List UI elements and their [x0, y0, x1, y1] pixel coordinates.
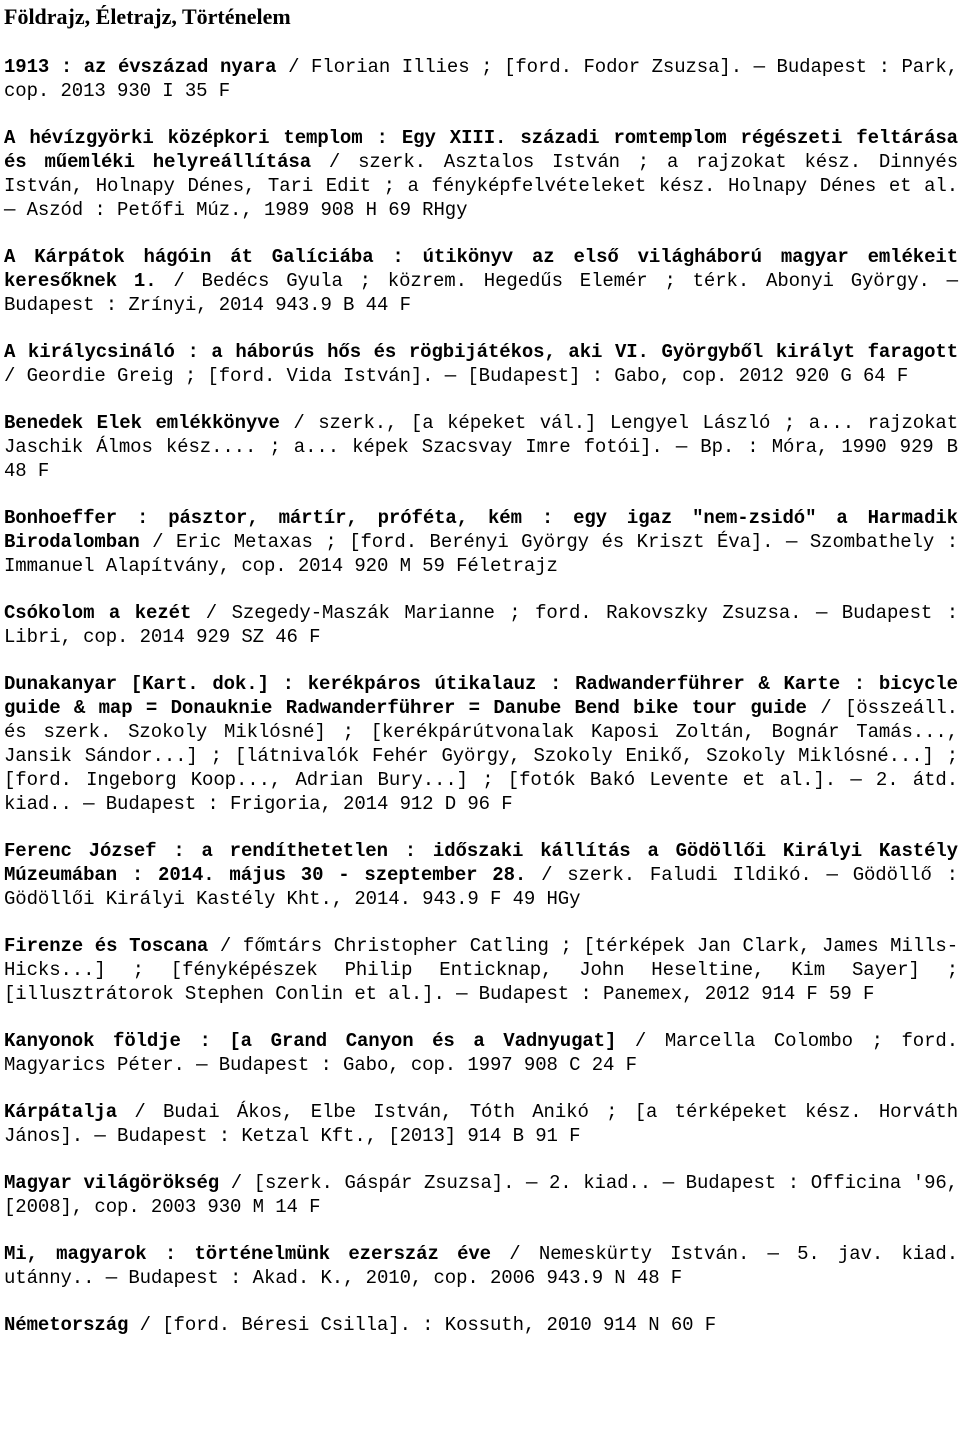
entry-title: A királycsináló : a háborús hős és rögbijátékos, aki VI. Györgyből királyt faragott — [4, 341, 958, 363]
entry-details: / szerk., [a képeket vál.] Lengyel László ; a... rajzokat Jaschik Álmos kész.... ; a... képek Szacsvay Imre fotói]. — Bp. : Móra, 1990 929 B 48 F — [4, 412, 959, 482]
entry-details: / szerk. Faludi Ildikó. — Gödöllő : Gödöllői Királyi Kastély Kht., 2014. 943.9 F 49 HGy — [4, 864, 958, 910]
catalog-entry — [4, 1171, 958, 1219]
entry-details: / Florian Illies ; [ford. Fodor Zsuzsa]. — Budapest : Park, cop. 2013 930 I 35 F — [4, 56, 958, 102]
entry-details: / [ford. Béresi Csilla]. : Kossuth, 2010 914 N 60 F — [128, 1314, 717, 1336]
entry-title: Ferenc József : a rendíthetetlen : időszaki kállítás a Gödöllői Királyi Kastély Múzeumában : 2014. május 30 - szeptember 28. — [4, 840, 958, 886]
entry-title: Benedek Elek emlékkönyve — [4, 412, 280, 434]
entry-details: / Geordie Greig ; [ford. Vida István]. — [Budapest] : Gabo, cop. 2012 920 G 64 F — [4, 365, 909, 387]
entry-details: / Nemeskürty István. — 5. jav. kiad. utánny.. — Budapest : Akad. K., 2010, cop. 2006 943.9 N 48 F — [4, 1243, 959, 1289]
catalog-entry — [4, 506, 958, 578]
entry-title: Firenze és Toscana — [4, 935, 209, 957]
entry-details: / szerk. Asztalos István ; a rajzokat kész. Dinnyés István, Holnapy Dénes, Tari Edit ; a fényképfelvételeket kész. Holnapy Dénes et al. — Aszód : Petőfi Múz., 1989 908 H 69 RHgy — [4, 151, 958, 221]
entry-details: / Eric Metaxas ; [ford. Berényi György és Kriszt Éva]. — Szombathely : Immanuel Alapítvány, cop. 2014 920 M 59 Féletrajz — [4, 531, 958, 577]
entry-details: / [szerk. Gáspár Zsuzsa]. — 2. kiad.. — Budapest : Officina '96, [2008], cop. 2003 930 M 14 F — [4, 1172, 958, 1218]
entry-title: Kanyonok földje : [a Grand Canyon és a Vadnyugat] — [4, 1030, 617, 1052]
catalog-entry — [4, 55, 958, 103]
entry-title: Csókolom a kezét — [4, 602, 192, 624]
entry-title: Németország — [4, 1314, 129, 1336]
catalog-page — [4, 2, 958, 1360]
catalog-entry — [4, 672, 958, 816]
entry-title: Mi, magyarok : történelmünk ezerszáz éve — [4, 1243, 491, 1265]
section-heading: Földrajz, Életrajz, Történelem — [4, 4, 291, 29]
catalog-entry — [4, 1313, 958, 1337]
catalog-entry — [4, 601, 958, 649]
entry-title: Bonhoeffer : pásztor, mártír, próféta, kém : egy igaz "nem-zsidó" a Harmadik Birodalomban — [4, 507, 958, 553]
entry-details: / főmtárs Christopher Catling ; [térképek Jan Clark, James Mills-Hicks...] ; [fényképészek Philip Enticknap, John Heseltine, Kim Sayer] ; [illusztrátorok Stephen Conlin et al.]. — Budapest : Panemex, 2012 914 F 59 F — [4, 935, 958, 1005]
entry-title: 1913 : az évszázad nyara — [4, 56, 277, 78]
catalog-entry — [4, 126, 958, 222]
catalog-entry — [4, 1242, 958, 1290]
entry-details: / Szegedy-Maszák Marianne ; ford. Rakovszky Zsuzsa. — Budapest : Libri, cop. 2014 929 SZ 46 F — [4, 602, 958, 648]
catalog-entry — [4, 1029, 958, 1077]
catalog-entry — [4, 245, 958, 317]
catalog-entry — [4, 340, 958, 388]
catalog-entry — [4, 839, 958, 911]
entry-title: Dunakanyar [Kart. dok.] : kerékpáros útikalauz : Radwanderführer & Karte : bicycle guide & map = Donauknie Radwanderführer = Danube Bend bike tour guide — [4, 673, 958, 719]
entry-details: / Budai Ákos, Elbe István, Tóth Anikó ; [a térképeket kész. Horváth János]. — Budapest : Ketzal Kft., [2013] 914 B 91 F — [4, 1101, 958, 1147]
entry-title: A hévízgyörki középkori templom : Egy XIII. századi romtemplom régészeti feltárása és műemléki helyreállítása — [4, 127, 958, 173]
catalog-entry — [4, 1100, 958, 1148]
catalog-entry — [4, 411, 958, 483]
entry-title: A Kárpátok hágóin át Galíciába : útikönyv az első világháború magyar emlékeit keresőknek 1. — [4, 246, 958, 292]
entry-details: / Bedécs Gyula ; közrem. Hegedűs Elemér ; térk. Abonyi György. — Budapest : Zrínyi, 2014 943.9 B 44 F — [4, 270, 958, 316]
entry-title: Kárpátalja — [4, 1101, 118, 1123]
entry-details: / [összeáll. és szerk. Szokoly Miklósné] ; [kerékpárútvonalak Kaposi Zoltán, Bognár Tamás..., Jansik Sándor...] ; [látnivalók Fehér György, Szokoly Enikő, Szokoly Miklósné...] ; [ford. Ingeborg Koop..., Adrian Bury...] ; [fotók Bakó Levente et al.]. — 2. átd. kiad.. — Budapest : Frigoria, 2014 912 D 96 F — [4, 697, 958, 815]
entry-details: / Marcella Colombo ; ford. Magyarics Péter. — Budapest : Gabo, cop. 1997 908 C 24 F — [4, 1030, 959, 1076]
catalog-entry — [4, 934, 958, 1006]
entry-title: Magyar világörökség — [4, 1172, 220, 1194]
